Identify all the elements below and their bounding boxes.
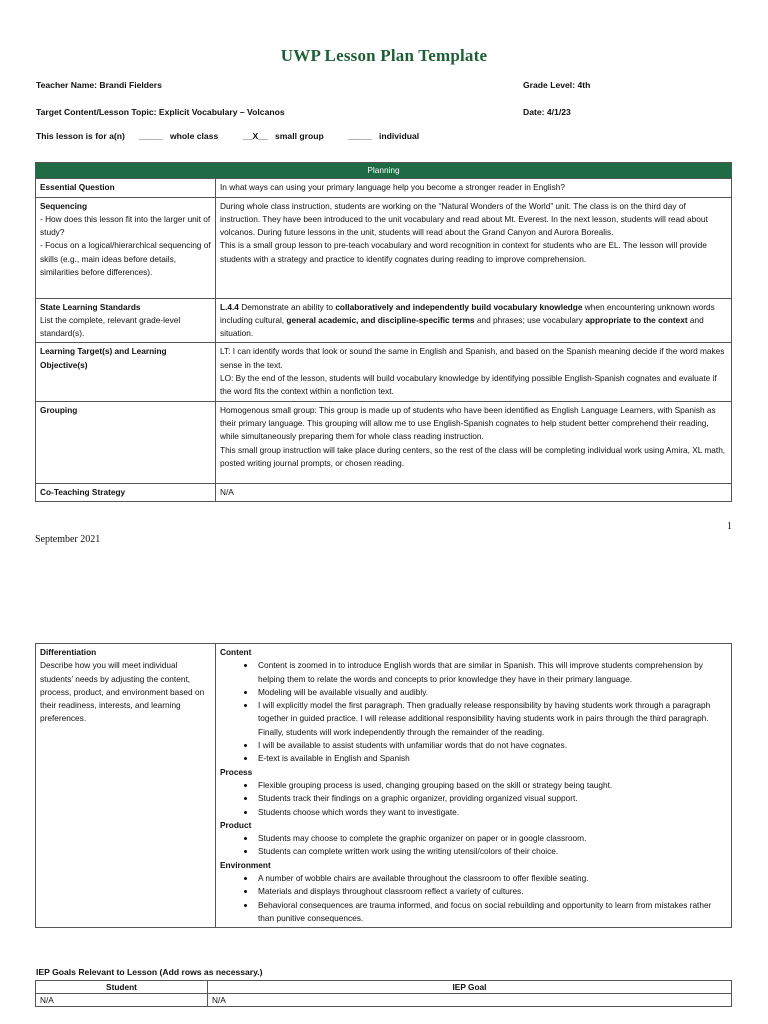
- sequencing-prompt-2: - Focus on a logical/hierarchical sequencing of skills (e.g., main ideas before details, similarities before differences).: [40, 240, 211, 278]
- process-heading: Process: [220, 766, 253, 777]
- content-heading: Content: [220, 647, 252, 657]
- small-group-option: small group: [275, 131, 324, 141]
- grouping-label: Grouping: [36, 401, 216, 483]
- list-item: • Materials and displays throughout classroom reflect a variety of cultures.: [256, 885, 727, 898]
- planning-heading: Planning: [36, 163, 732, 179]
- standards-prompt: List the complete, relevant grade-level standard(s).: [40, 314, 181, 339]
- list-item: • Flexible grouping process is used, changing grouping based on the skill or strategy being taught.: [256, 779, 727, 792]
- grouping-cell: [216, 401, 732, 483]
- planning-table: [35, 162, 732, 502]
- lesson-for-label: This lesson is for a(n): [36, 131, 125, 141]
- iep-col-goal: IEP Goal: [208, 981, 732, 994]
- sequencing-row: [36, 197, 732, 298]
- list-item: • I will be available to assist students with unfamiliar words that do not have cognates.: [256, 739, 727, 752]
- standards-code: L.4.4: [220, 301, 239, 312]
- product-heading: Product: [220, 819, 252, 830]
- list-item: • Students choose which words they want to investigate.: [256, 806, 727, 819]
- learning-target-row: [36, 343, 732, 401]
- co-teaching-text: N/A: [216, 483, 732, 501]
- standards-bold-3: appropriate to the context: [585, 314, 688, 325]
- sequencing-label: Sequencing: [40, 200, 88, 211]
- iep-col-student: Student: [36, 981, 208, 994]
- lesson-date: Date: 4/1/23: [523, 107, 571, 117]
- differentiation-row: [36, 644, 732, 928]
- footer-date: September 2021: [35, 534, 101, 545]
- page-number: 1: [727, 521, 732, 532]
- differentiation-label: Differentiation: [40, 647, 97, 657]
- sequencing-paragraph-2: This is a small group lesson to pre-teach vocabulary and word recognition in context for students who are EL. The lesson will provide students with a strategy and practice to identify cognates during reading to improve comprehension.: [220, 240, 707, 264]
- differentiation-content-cell: [216, 644, 732, 928]
- differentiation-table: [35, 643, 732, 928]
- standards-label-cell: [36, 298, 216, 343]
- learning-target-lt: LT: I can identify words that look or sound the same in English and Spanish, and based on the Spanish meaning decide if the word makes sense in the text.: [220, 346, 725, 370]
- product-list: [220, 832, 727, 859]
- table-row: [36, 994, 732, 1007]
- standards-row: [36, 298, 732, 343]
- co-teaching-row: [36, 483, 732, 501]
- lesson-topic: Target Content/Lesson Topic: Explicit Vocabulary – Volcanos: [36, 107, 285, 117]
- essential-question-label: Essential Question: [36, 179, 216, 197]
- standards-bold-2: general academic, and discipline-specific terms: [286, 314, 475, 325]
- list-item: • Students may choose to complete the graphic organizer on paper or in google classroom.: [256, 832, 727, 845]
- grade-level: Grade Level: 4th: [523, 80, 591, 90]
- individual-option: individual: [379, 131, 420, 141]
- list-item: • A number of wobble chairs are available throughout the classroom to offer flexible seating.: [256, 872, 727, 885]
- document-title: UWP Lesson Plan Template: [280, 46, 488, 65]
- learning-target-lo: LO: By the end of the lesson, students will build vocabulary knowledge by identifying possible English-Spanish cognates and evaluate if the word fits the context within a nonfiction text.: [220, 373, 717, 397]
- process-list: [220, 779, 727, 819]
- iep-table: [35, 980, 732, 1007]
- learning-target-cell: [216, 343, 732, 401]
- environment-list: [220, 872, 727, 925]
- list-item: • Students can complete written work using the writing utensil/colors of their choice.: [256, 845, 727, 858]
- sequencing-label-cell: [36, 197, 216, 298]
- learning-target-label: Learning Target(s) and Learning Objective(s): [36, 343, 216, 401]
- list-item: • Students track their findings on a graphic organizer, providing organized visual support.: [256, 792, 727, 805]
- iep-student-cell: N/A: [36, 994, 208, 1007]
- standards-text: [216, 298, 732, 343]
- standards-text-4: and situation.: [220, 314, 704, 339]
- list-item: • Modeling will be available visually and audibly.: [256, 686, 727, 699]
- co-teaching-label: Co-Teaching Strategy: [36, 483, 216, 501]
- standards-label: State Learning Standards: [40, 301, 141, 312]
- grouping-row: [36, 401, 732, 483]
- list-item: • I will explicitly model the first paragraph. Then gradually release responsibility by having students work through a paragraph together in guided practice. I will release additional responsibility having students work in pairs through the third paragraph. Finally, students will work independently through the remainder of the reading.: [256, 699, 727, 739]
- list-item: • Content is zoomed in to introduce English words that are similar in Spanish. This will improve students comprehension by helping them to relate the words and concepts to prior knowledge they have in their primary language.: [256, 659, 727, 686]
- iep-header-row: [36, 981, 732, 994]
- sequencing-prompt-1: - How does this lesson fit into the larger unit of study?: [40, 213, 211, 238]
- whole-class-blank: _____: [139, 131, 163, 141]
- standards-text-3: and phrases; use vocabulary: [474, 314, 586, 325]
- small-group-blank: __X__: [243, 131, 268, 141]
- list-item: • Behavioral consequences are trauma informed, and focus on social rebuilding and opportunity to learn from mistakes rather than punitive consequences.: [256, 899, 727, 926]
- grouping-paragraph-2: This small group instruction will take place during centers, so the rest of the class will be completing individual work using Amira, XL math, posted writing journal prompts, or chosen reading.: [220, 444, 726, 468]
- teacher-name: Teacher Name: Brandi Fielders: [36, 80, 162, 90]
- sequencing-text-cell: [216, 197, 732, 298]
- standards-bold-1: collaboratively and independently build vocabulary knowledge: [335, 301, 583, 312]
- sequencing-paragraph-1: During whole class instruction, students are working on the “Natural Wonders of the World” unit. The class is on the third day of instruction. They have been introduced to the unit vocabulary and read about Mt. Everest. In the next lesson, students will read about volcanos. During future lessons in the unit, students will read about the Grand Canyon and Aurora Borealis.: [220, 200, 708, 238]
- essential-question-row: [36, 179, 732, 197]
- grouping-paragraph-1: Homogenous small group: This group is made up of students who have been identified as English Language Learners, with Spanish as their primary language. This grouping will allow me to use English-Spanish cognates to help student better comprehend their reading, while simultaneously preparing them for whole class reading instruction.: [220, 404, 716, 442]
- iep-title: IEP Goals Relevant to Lesson (Add rows as necessary.): [36, 967, 263, 977]
- standards-text-2: when encountering unknown words including cultural,: [220, 301, 715, 325]
- differentiation-prompt: Describe how you will meet individual students’ needs by adjusting the content, process, product, and environment based on their readiness, interests, and learning preferences.: [40, 660, 205, 724]
- iep-goal-cell: N/A: [208, 994, 732, 1007]
- essential-question-text: In what ways can using your primary language help you become a stronger reader in English?: [216, 179, 732, 197]
- differentiation-label-cell: [36, 644, 216, 928]
- content-list: [220, 659, 727, 765]
- whole-class-option: whole class: [170, 131, 219, 141]
- standards-text-1: Demonstrate an ability to: [238, 301, 336, 312]
- environment-heading: Environment: [220, 859, 271, 870]
- planning-header-row: [36, 163, 732, 179]
- individual-blank: _____: [348, 131, 372, 141]
- list-item: • E-text is available in English and Spanish: [256, 752, 727, 765]
